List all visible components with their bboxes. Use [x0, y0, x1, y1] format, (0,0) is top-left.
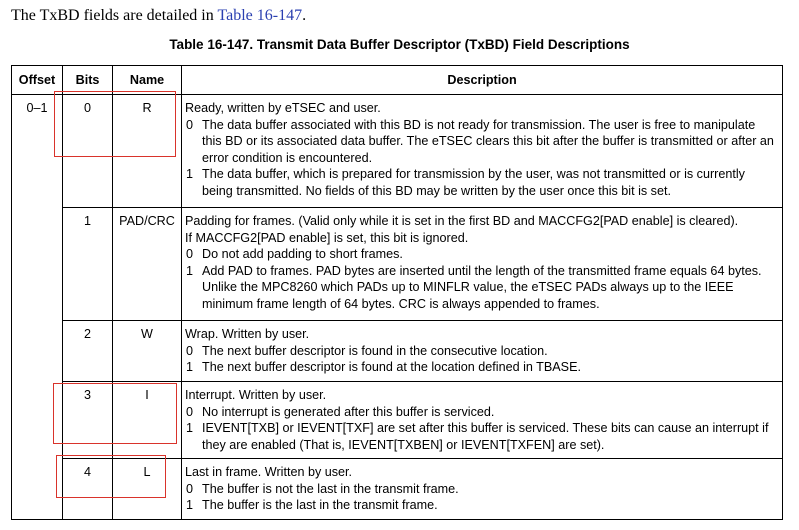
- header-description: Description: [182, 66, 783, 95]
- name-cell: L: [113, 459, 182, 520]
- bits-cell: 0: [63, 95, 113, 208]
- item-key: 1: [186, 421, 194, 435]
- table-row: [12, 459, 783, 520]
- item-text: IEVENT[TXB] or IEVENT[TXF] are set after this buffer is serviced. These bits can cause an interrupt if they are enabled (That is, IEVENT[TXBEN] or IEVENT[TXFEN] are set).: [202, 421, 769, 452]
- header-bits: Bits: [63, 66, 113, 95]
- description-lead: Padding for frames. (Valid only while it is set in the first BD and MACCFG2[PAD enable] is cleared).: [185, 214, 739, 228]
- bits-cell: 3: [63, 382, 113, 459]
- table-link[interactable]: Table 16-147: [217, 7, 303, 24]
- item-key: 1: [186, 167, 194, 181]
- item-text: The data buffer associated with this BD is not ready for transmission. The user is free to manipulate this BD or its associated data buffer. The eTSEC clears this bit after the buffer is transmitted or after an error condition is encountered.: [202, 117, 774, 165]
- table-header-row: [12, 66, 783, 95]
- item-text: The data buffer, which is prepared for transmission by the user, was not transmitted or is currently being transmitted. No fields of this BD may be written by the user once this bit is set.: [202, 167, 745, 198]
- description-lead: Interrupt. Written by user.: [185, 388, 327, 402]
- description-cell: [182, 459, 783, 520]
- intro-prefix: The TxBD fields are detailed in: [11, 7, 218, 24]
- description-lead: If MACCFG2[PAD enable] is set, this bit is ignored.: [185, 230, 469, 245]
- description-item: [185, 166, 778, 199]
- header-name: Name: [113, 66, 182, 95]
- item-text: Add PAD to frames. PAD bytes are inserted until the length of the transmitted frame equals 64 bytes. Unlike the MPC8260 which PADs up to MINFLR value, the eTSEC PADs always up to the IEEE minimum frame length of 64 bytes. CRC is always appended to frames.: [202, 263, 762, 311]
- item-key: 1: [186, 498, 194, 512]
- description-lead: Last in frame. Written by user.: [185, 465, 353, 479]
- description-item: [185, 481, 778, 498]
- item-text: The buffer is the last in the transmit frame.: [202, 498, 438, 512]
- item-key: 1: [186, 263, 194, 278]
- offset-cell: 0–1: [12, 95, 63, 520]
- item-text: No interrupt is generated after this buffer is serviced.: [202, 404, 495, 419]
- field-description-table: [11, 65, 783, 520]
- table-row: [12, 382, 783, 459]
- description-cell: [182, 95, 783, 208]
- bits-cell: 4: [63, 459, 113, 520]
- bits-cell: 1: [63, 208, 113, 321]
- description-lead: Ready, written by eTSEC and user.: [185, 101, 381, 115]
- header-offset: Offset: [12, 66, 63, 95]
- description-item: [185, 246, 778, 263]
- item-text: The buffer is not the last in the transmit frame.: [202, 481, 459, 496]
- name-cell: I: [113, 382, 182, 459]
- item-key: 0: [186, 117, 194, 132]
- description-lead: Wrap. Written by user.: [185, 327, 310, 341]
- description-item: [185, 359, 778, 376]
- item-text: The next buffer descriptor is found at the location defined in TBASE.: [202, 360, 581, 374]
- intro-suffix: .: [302, 7, 307, 24]
- description-item: [185, 420, 778, 453]
- table-row: [12, 208, 783, 321]
- table-row: [12, 95, 783, 208]
- item-text: The next buffer descriptor is found in the consecutive location.: [202, 343, 548, 358]
- item-key: 0: [186, 247, 194, 261]
- description-item: [185, 404, 778, 421]
- description-cell: [182, 382, 783, 459]
- item-key: 0: [186, 404, 194, 419]
- item-key: 0: [186, 481, 194, 496]
- description-item: [185, 497, 778, 514]
- description-item: [185, 117, 778, 167]
- description-cell: [182, 321, 783, 382]
- name-cell: PAD/CRC: [113, 208, 182, 321]
- table-caption: Table 16-147. Transmit Data Buffer Descriptor (TxBD) Field Descriptions: [169, 37, 630, 52]
- item-key: 0: [186, 343, 194, 358]
- description-item: [185, 263, 778, 313]
- item-key: 1: [186, 360, 194, 374]
- description-cell: [182, 208, 783, 321]
- item-text: Do not add padding to short frames.: [202, 247, 403, 261]
- name-cell: R: [113, 95, 182, 208]
- name-cell: W: [113, 321, 182, 382]
- table-row: [12, 321, 783, 382]
- intro-sentence: [11, 7, 306, 25]
- bits-cell: 2: [63, 321, 113, 382]
- description-item: [185, 343, 778, 360]
